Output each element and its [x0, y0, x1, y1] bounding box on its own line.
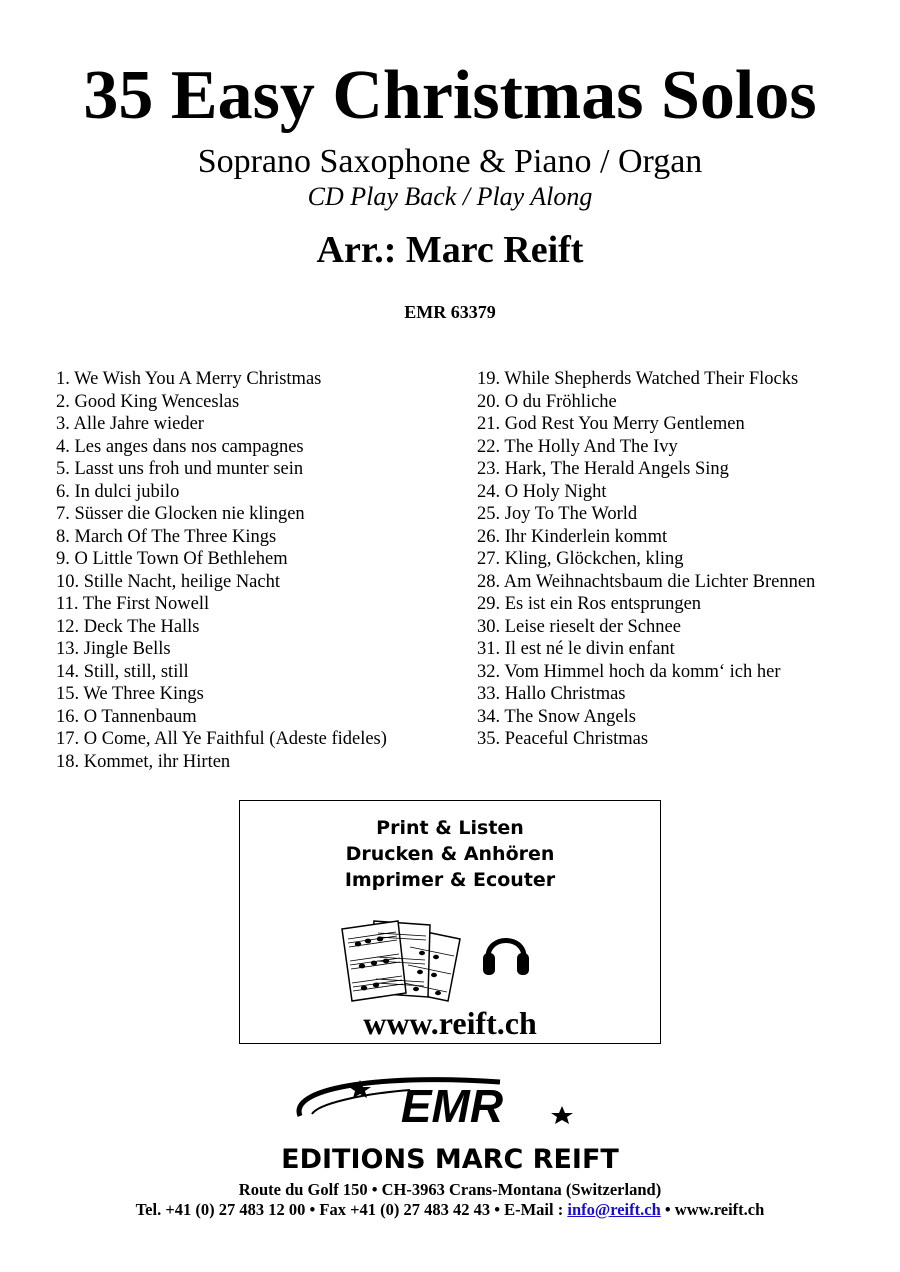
list-item: 14. Still, still, still	[56, 661, 189, 682]
list-item: 32. Vom Himmel hoch da komm‘ ich her	[477, 661, 781, 682]
list-item: 4. Les anges dans nos campagnes	[56, 436, 304, 457]
song-list-right	[477, 368, 815, 751]
phone-fax-text: Tel. +41 (0) 27 483 12 00 • Fax +41 (0) 27 483 42 43 • E-Mail :	[135, 1200, 568, 1219]
instrumentation-subtitle: Soprano Saxophone & Piano / Organ	[197, 143, 703, 180]
list-item: 1. We Wish You A Merry Christmas	[56, 369, 322, 389]
list-item: 17. O Come, All Ye Faithful (Adeste fideles)	[56, 729, 387, 749]
list-item: 15. We Three Kings	[56, 684, 204, 704]
publisher-address: Route du Golf 150 • CH-3963 Crans-Montana (Switzerland)	[238, 1180, 662, 1199]
list-item: 18. Kommet, ihr Hirten	[56, 751, 231, 772]
email-link[interactable]: info@reift.ch	[567, 1200, 661, 1219]
print-listen-box	[239, 800, 661, 1044]
list-item: 21. God Rest You Merry Gentlemen	[477, 414, 745, 434]
list-item: 7. Süsser die Glocken nie klingen	[56, 504, 305, 524]
list-item: 9. O Little Town Of Bethlehem	[56, 549, 288, 569]
list-item: 28. Am Weihnachtsbaum die Lichter Brennen	[477, 571, 816, 592]
website-url: www.reift.ch	[363, 1005, 537, 1041]
list-item: 33. Hallo Christmas	[477, 684, 626, 704]
song-list-left	[56, 368, 387, 773]
list-item: 8. March Of The Three Kings	[56, 526, 277, 547]
list-item: 22. The Holly And The Ivy	[477, 436, 678, 457]
list-item: 25. Joy To The World	[477, 504, 638, 524]
promo-line-german: Drucken & Anhören	[345, 843, 555, 865]
list-item: 27. Kling, Glöckchen, kling	[477, 549, 684, 569]
list-item: 11. The First Nowell	[56, 594, 210, 614]
list-item: 10. Stille Nacht, heilige Nacht	[56, 571, 280, 592]
emr-logo	[240, 1076, 660, 1172]
promo-line-french: Imprimer & Ecouter	[344, 869, 556, 891]
promo-line-english: Print & Listen	[376, 817, 524, 839]
contact-line	[0, 1200, 900, 1220]
list-item: 31. Il est né le divin enfant	[477, 639, 675, 659]
list-item: 2. Good King Wenceslas	[56, 391, 240, 412]
list-item: 12. Deck The Halls	[56, 616, 200, 637]
list-item: 30. Leise rieselt der Schnee	[477, 616, 681, 637]
catalog-number: EMR 63379	[404, 302, 496, 322]
arranger-credit: Arr.: Marc Reift	[316, 229, 584, 271]
list-item: 3. Alle Jahre wieder	[56, 414, 204, 434]
playback-subtitle: CD Play Back / Play Along	[307, 182, 593, 211]
headphones-icon	[480, 923, 532, 979]
list-item: 6. In dulci jubilo	[56, 481, 180, 502]
logo-wordmark: EDITIONS MARC REIFT	[281, 1144, 619, 1172]
list-item: 29. Es ist ein Ros entsprungen	[477, 594, 702, 614]
page-title: 35 Easy Christmas Solos	[83, 57, 817, 134]
list-item: 20. O du Fröhliche	[477, 391, 617, 412]
website-text: • www.reift.ch	[660, 1200, 765, 1219]
list-item: 35. Peaceful Christmas	[477, 729, 649, 749]
list-item: 13. Jingle Bells	[56, 639, 171, 659]
list-item: 16. O Tannenbaum	[56, 706, 197, 727]
list-item: 23. Hark, The Herald Angels Sing	[477, 459, 729, 479]
logo-mark: EMR	[400, 1080, 504, 1132]
list-item: 24. O Holy Night	[477, 481, 607, 502]
list-item: 34. The Snow Angels	[477, 706, 636, 727]
list-item: 26. Ihr Kinderlein kommt	[477, 526, 668, 547]
sheet-music-icon	[340, 917, 470, 1003]
list-item: 19. While Shepherds Watched Their Flocks	[477, 369, 799, 389]
list-item: 5. Lasst uns froh und munter sein	[56, 459, 304, 479]
